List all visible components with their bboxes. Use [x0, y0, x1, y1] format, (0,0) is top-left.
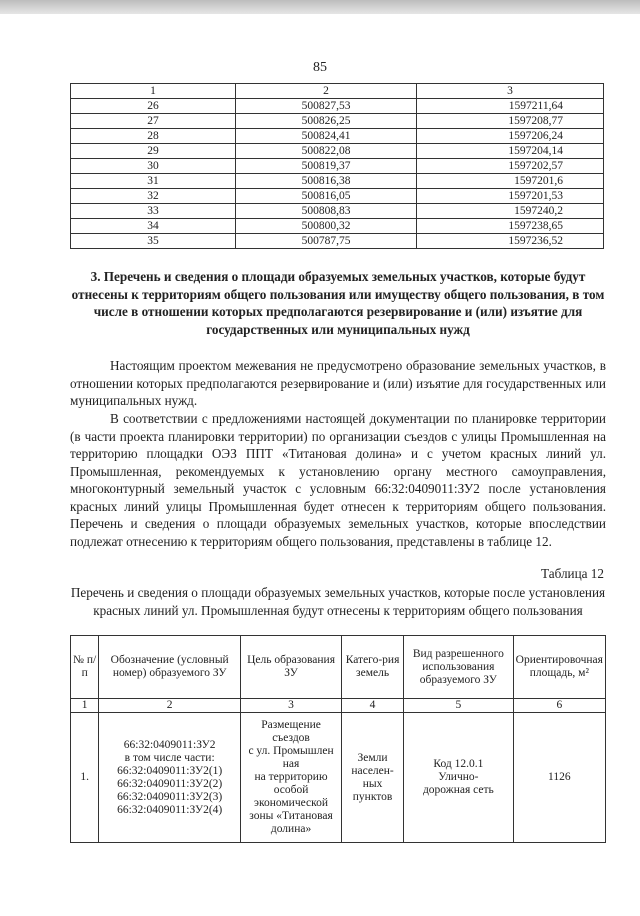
table-caption: Перечень и сведения о площади образуемых земельных участков, которые после установления красных линий ул. Промышленная будут отнесены к территориям общего пользования: [70, 585, 606, 618]
header-designation: Обозначение (условный номер) образуемого ЗУ: [99, 636, 241, 699]
purpose-line: с ул. Промышлен: [248, 745, 334, 757]
coordinates-cell: 30: [71, 159, 236, 174]
row-category: [342, 713, 404, 843]
coordinates-cell: 28: [71, 129, 236, 144]
coordinates-cell: 1597202,57: [417, 159, 604, 174]
coordinates-row: [71, 174, 604, 189]
designation-line: 66:32:0409011:ЗУ2(4): [117, 803, 223, 816]
coordinates-cell: 26: [71, 99, 236, 114]
coordinates-cell: 31: [71, 174, 236, 189]
category-line: населен-: [351, 764, 394, 777]
purpose-line: экономической: [254, 797, 329, 809]
coordinates-cell: 32: [71, 189, 236, 204]
column-number: 3: [241, 699, 342, 713]
paragraph-no-reservation: Настоящим проектом межевания не предусмотрено образование земельных участков, в отношении которых предполагаются резервирование и (или) изъятие для государственных или муниципальных нужд.: [70, 358, 606, 408]
row-area: 1126: [513, 713, 605, 843]
page-number: 85: [313, 60, 327, 75]
coordinates-table-body: [71, 99, 604, 249]
column-number: 6: [513, 699, 605, 713]
coordinates-cell: 500816,38: [236, 174, 417, 189]
coordinates-cell: 1597238,65: [417, 219, 604, 234]
coordinates-row: [71, 129, 604, 144]
coordinates-cell: 1597201,53: [417, 189, 604, 204]
designation-line: 66:32:0409011:ЗУ2(1): [117, 764, 223, 777]
coordinates-header-cell: 1: [71, 84, 236, 99]
land-plot-row: [71, 713, 606, 843]
column-number-row: [71, 699, 606, 713]
designation-line: 66:32:0409011:ЗУ2: [123, 738, 216, 751]
row-purpose: [241, 713, 342, 843]
row-use-type: [404, 713, 514, 843]
coordinates-cell: 1597240,2: [417, 204, 604, 219]
coordinates-cell: 500824,41: [236, 129, 417, 144]
coordinates-cell: 500822,08: [236, 144, 417, 159]
category-line: пунктов: [352, 790, 393, 803]
designation-line: 66:32:0409011:ЗУ2(2): [117, 777, 223, 790]
coordinates-cell: 29: [71, 144, 236, 159]
column-number: 1: [71, 699, 99, 713]
coordinates-cell: 500808,83: [236, 204, 417, 219]
column-number: 4: [342, 699, 404, 713]
scan-top-edge: [0, 0, 640, 14]
purpose-line: долина»: [270, 823, 312, 835]
use-line: Код 12.0.1: [433, 758, 484, 770]
coordinates-cell: 500800,32: [236, 219, 417, 234]
coordinates-row: [71, 204, 604, 219]
header-purpose: Цель образования ЗУ: [241, 636, 342, 699]
purpose-line: съездов: [272, 732, 310, 744]
category-line: ных: [362, 777, 383, 790]
header-num: № п/п: [71, 636, 99, 699]
coordinates-header-cell: 3: [417, 84, 604, 99]
coordinates-cell: 500816,05: [236, 189, 417, 204]
coordinates-cell: 500819,37: [236, 159, 417, 174]
designation-line: в том числе части:: [124, 751, 215, 764]
row-num: 1.: [71, 713, 99, 843]
coordinates-row: [71, 189, 604, 204]
category-line: Земли: [357, 751, 388, 764]
table-label: Таблица 12: [541, 566, 604, 581]
coordinates-row: [71, 159, 604, 174]
coordinates-cell: 1597208,77: [417, 114, 604, 129]
land-plots-header-row: [71, 636, 606, 699]
coordinates-cell: 33: [71, 204, 236, 219]
purpose-line: на территорию: [254, 771, 328, 783]
coordinates-row: [71, 114, 604, 129]
coordinates-cell: 500787,75: [236, 234, 417, 249]
coordinates-cell: 34: [71, 219, 236, 234]
coordinates-cell: 1597206,24: [417, 129, 604, 144]
section-heading: 3. Перечень и сведения о площади образуемых земельных участков, которые будут отнесены к территориям общего пользования или имуществу общего пользования, в том числе в отношении которых предполагаются резервирование и (или) изъятие для государственных или муниципальных нужд: [71, 269, 605, 337]
coordinates-row: [71, 99, 604, 114]
header-category: Катего-рия земель: [342, 636, 404, 699]
coordinates-row: [71, 234, 604, 249]
coordinates-row: [71, 144, 604, 159]
coordinates-cell: 500827,53: [236, 99, 417, 114]
coordinates-row: [71, 219, 604, 234]
land-plots-table: [70, 635, 606, 843]
coordinates-header-row: [71, 84, 604, 99]
designation-line: 66:32:0409011:ЗУ2(3): [117, 790, 223, 803]
column-number: 2: [99, 699, 241, 713]
row-designation: [99, 713, 241, 843]
coordinates-header-cell: 2: [236, 84, 417, 99]
column-number: 5: [404, 699, 514, 713]
coordinates-cell: 1597236,52: [417, 234, 604, 249]
header-use-type: Вид разрешенного использования образуемого ЗУ: [404, 636, 514, 699]
coordinates-table: [70, 83, 604, 249]
use-line: Улично-: [438, 771, 479, 783]
use-line: дорожная сеть: [422, 784, 494, 796]
coordinates-cell: 27: [71, 114, 236, 129]
purpose-line: зоны «Титановая: [249, 810, 333, 822]
paragraph-red-lines: В соответствии с предложениями настоящей документации по планировке территории (в части проекта планировки территории) по организации съездов с улицы Промышленная на территорию площадки ОЭЗ ППТ «Титановая долина» и с учетом красных линий ул. Промышленная, рекомендуемых к установлению органу местного самоуправления, многоконтурный земельный участок с условным 66:32:0409011:ЗУ2 после установления красных линий улицы Промышленная будет отнесен к территориям общего пользования. Перечень и сведения о площади образуемых земельных участков, которые впоследствии подлежат отнесению к территориям общего пользования, представлены в таблице 12.: [70, 411, 606, 549]
coordinates-cell: 35: [71, 234, 236, 249]
coordinates-cell: 1597204,14: [417, 144, 604, 159]
purpose-line: ная: [282, 758, 300, 770]
coordinates-cell: 1597211,64: [417, 99, 604, 114]
coordinates-cell: 500826,25: [236, 114, 417, 129]
header-area: Ориентировочная площадь, м²: [513, 636, 605, 699]
purpose-line: особой: [273, 784, 309, 796]
purpose-line: Размещение: [261, 719, 321, 731]
coordinates-cell: 1597201,6: [417, 174, 604, 189]
